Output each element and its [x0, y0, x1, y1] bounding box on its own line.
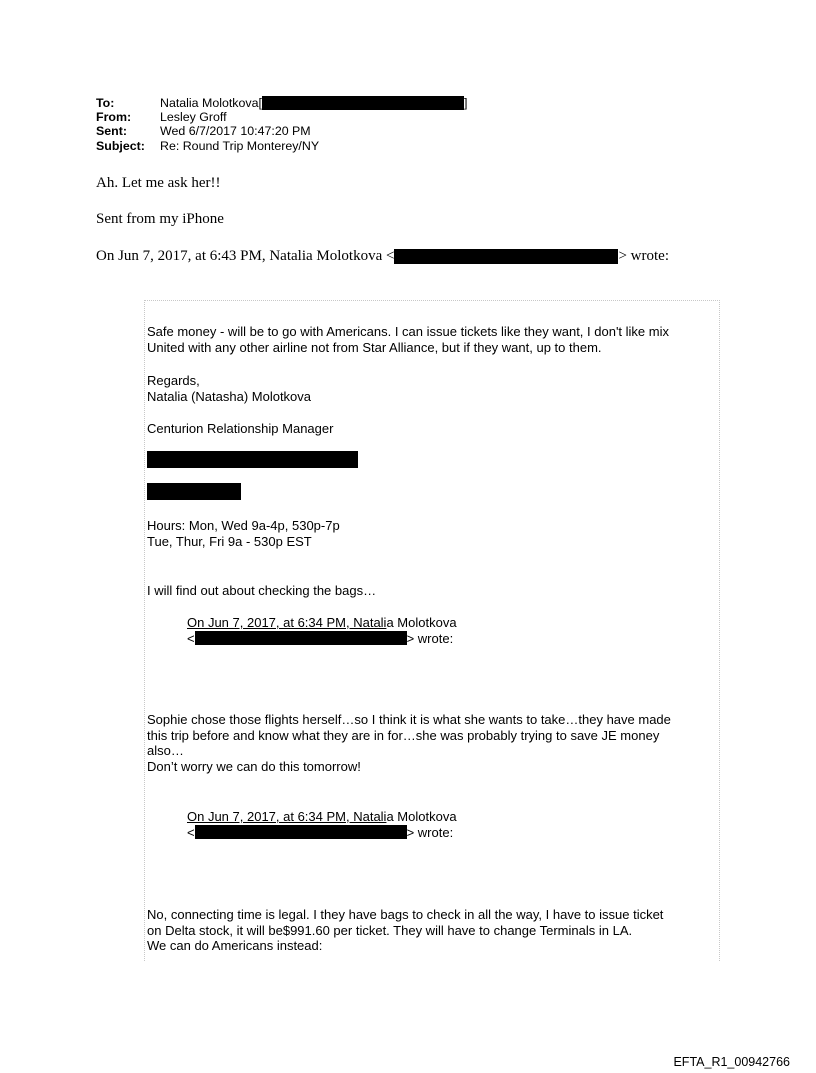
- text-line: this trip before and know what they are in for…she was probably trying to save JE money: [147, 727, 660, 743]
- redaction-box: [195, 631, 407, 645]
- hours-block: [147, 518, 340, 549]
- quote-intro-line: [96, 248, 669, 265]
- redaction-box: [147, 483, 241, 500]
- text-line: Sophie chose those flights herself…so I think it is what she wants to take…they have made: [147, 712, 671, 727]
- to-row: [96, 96, 467, 110]
- signature-block: [147, 373, 311, 404]
- document-id: EFTA_R1_00942766: [673, 1055, 790, 1069]
- nested-date-text: On Jun 7, 2017, at 6:34 PM, Natali: [187, 615, 387, 630]
- redaction-box: [394, 249, 618, 264]
- sent-label: Sent:: [96, 124, 127, 139]
- quoted-paragraph-1: [147, 324, 669, 355]
- nested-sender-text: a Molotkova: [386, 615, 457, 630]
- nested-sender-text: a Molotkova: [386, 809, 457, 824]
- reply-line: Ah. Let me ask her!!: [96, 175, 221, 191]
- lt-symbol: <: [187, 630, 195, 646]
- to-label: To:: [96, 96, 115, 110]
- connecting-paragraph: [147, 907, 663, 954]
- quote-intro-post: > wrote:: [618, 248, 669, 264]
- regards-text: Regards,: [147, 373, 200, 388]
- sent-value: Wed 6/7/2017 10:47:20 PM: [160, 124, 311, 139]
- text-line: United with any other airline not from Star Alliance, but if they want, up to them.: [147, 339, 602, 355]
- to-value: Natalia Molotkova[: [160, 96, 262, 110]
- from-row: [96, 110, 467, 124]
- bags-line: I will find out about checking the bags…: [147, 583, 377, 598]
- to-close: ]: [463, 96, 468, 110]
- subject-label: Subject:: [96, 138, 145, 153]
- text-line: Don’t worry we can do this tomorrow!: [147, 758, 361, 774]
- signature-line: Sent from my iPhone: [96, 211, 224, 227]
- sender-name: Natalia (Natasha) Molotkova: [147, 388, 312, 404]
- nested-quote-header-2: [187, 809, 457, 840]
- sender-title: Centurion Relationship Manager: [147, 421, 334, 436]
- lt-symbol: <: [187, 824, 195, 840]
- email-header: [96, 96, 467, 153]
- nested-quote-header-1: [187, 615, 457, 646]
- sent-row: [96, 124, 467, 138]
- sophie-paragraph: [147, 712, 671, 774]
- subject-row: [96, 139, 467, 153]
- from-value: Lesley Groff: [160, 110, 227, 125]
- text-line: also…: [147, 743, 184, 758]
- text-line: We can do Americans instead:: [147, 938, 323, 953]
- nested-date-text: On Jun 7, 2017, at 6:34 PM, Natali: [187, 809, 387, 824]
- redaction-box: [262, 96, 464, 110]
- text-line: No, connecting time is legal. I they have bags to check in all the way, I have to issue ticket: [147, 907, 664, 922]
- text-line: Safe money - will be to go with Americans. I can issue tickets like they want, I don't like mix: [147, 324, 669, 339]
- subject-value: Re: Round Trip Monterey/NY: [160, 138, 320, 153]
- from-label: From:: [96, 110, 132, 125]
- redaction-box: [147, 451, 358, 468]
- hours-line: Hours: Mon, Wed 9a-4p, 530p-7p: [147, 518, 340, 533]
- hours-line: Tue, Thur, Fri 9a - 530p EST: [147, 533, 312, 549]
- quote-intro-pre: On Jun 7, 2017, at 6:43 PM, Natalia Molotkova <: [96, 248, 395, 264]
- text-line: on Delta stock, it will be$991.60 per ticket. They will have to change Terminals in LA.: [147, 922, 633, 938]
- redaction-box: [195, 825, 407, 839]
- wrote-text: > wrote:: [406, 824, 454, 840]
- wrote-text: > wrote:: [406, 630, 454, 646]
